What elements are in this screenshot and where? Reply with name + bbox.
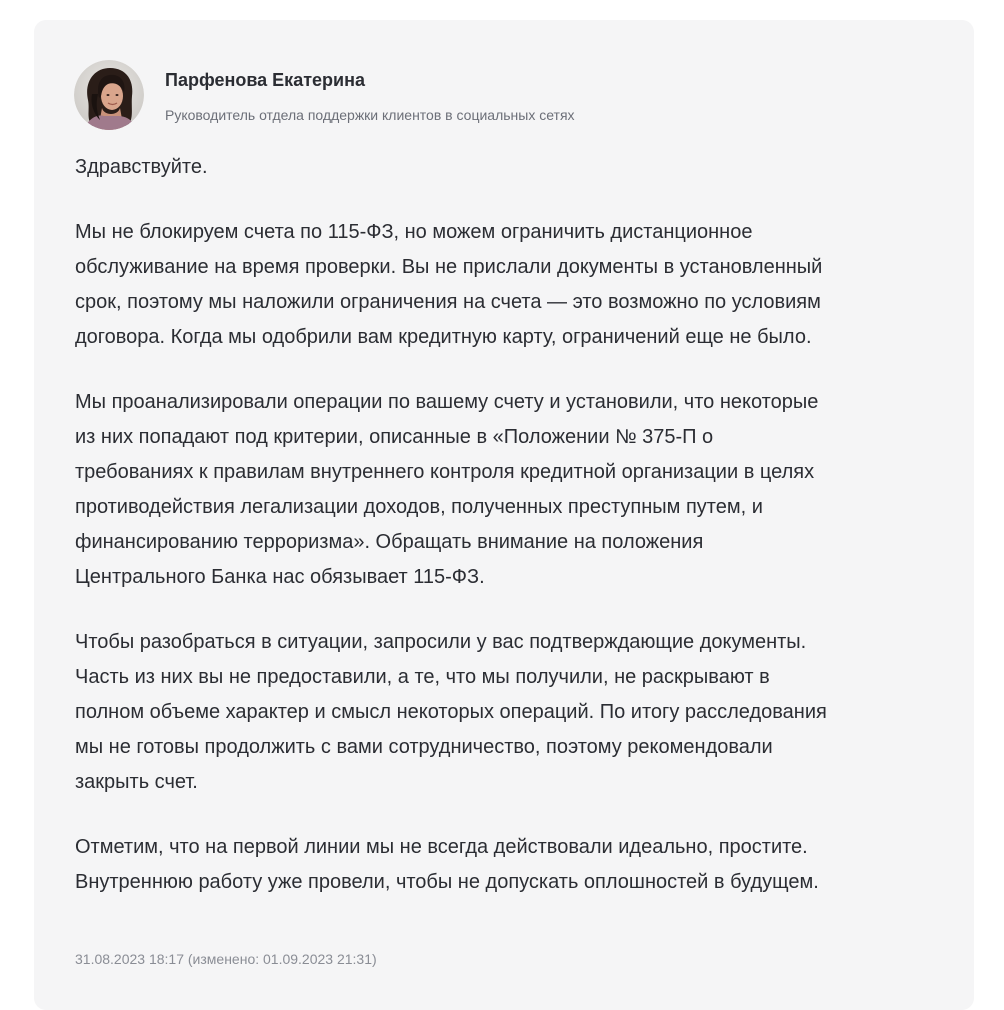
message-line: Чтобы разобраться в ситуации, запросили у вас подтверждающие документы.	[75, 631, 807, 653]
message-line: из них попадают под критерии, описанные в «Положении № 375-П о	[75, 426, 714, 448]
message-line: полном объеме характер и смысл некоторых операций. По итогу расследования	[75, 701, 827, 723]
message-paragraph	[75, 150, 955, 185]
message-line: финансированию терроризма». Обращать внимание на положения	[75, 531, 704, 553]
message-paragraph	[75, 625, 955, 800]
message-line: Мы проанализировали операции по вашему счету и установили, что некоторые	[75, 391, 819, 413]
message-paragraph	[75, 830, 955, 900]
user-photo-avatar-icon	[74, 60, 144, 130]
message-line: Отметим, что на первой линии мы не всегда действовали идеально, простите.	[75, 836, 808, 858]
message-card	[34, 20, 974, 1010]
message-line: Внутреннюю работу уже провели, чтобы не допускать оплошностей в будущем.	[75, 871, 819, 893]
message-line: мы не готовы продолжить с вами сотрудничество, поэтому рекомендовали	[75, 736, 773, 758]
message-line: противодействия легализации доходов, полученных преступным путем, и	[75, 496, 763, 518]
author-name: Парфенова Екатерина	[165, 70, 365, 90]
message-line: Часть из них вы не предоставили, а те, что мы получили, не раскрывают в	[75, 666, 770, 688]
message-line: Центрального Банка нас обязывает 115-ФЗ.	[75, 566, 485, 588]
message-paragraph	[75, 215, 955, 355]
message-body	[75, 150, 955, 930]
author-avatar[interactable]	[74, 60, 144, 130]
message-line: срок, поэтому мы наложили ограничения на счета — это возможно по условиям	[75, 291, 821, 313]
message-paragraph	[75, 385, 955, 595]
author-role: Руководитель отдела поддержки клиентов в социальных сетях	[165, 107, 575, 123]
message-line: договора. Когда мы одобрили вам кредитную карту, ограничений еще не было.	[75, 326, 812, 348]
message-timestamp: 31.08.2023 18:17 (изменено: 01.09.2023 21:31)	[75, 951, 377, 967]
message-line: Здравствуйте.	[75, 156, 208, 178]
message-line: требованиях к правилам внутреннего контроля кредитной организации в целях	[75, 461, 815, 483]
message-line: закрыть счет.	[75, 771, 198, 793]
message-line: Мы не блокируем счета по 115-ФЗ, но можем ограничить дистанционное	[75, 221, 753, 243]
message-line: обслуживание на время проверки. Вы не прислали документы в установленный	[75, 256, 823, 278]
